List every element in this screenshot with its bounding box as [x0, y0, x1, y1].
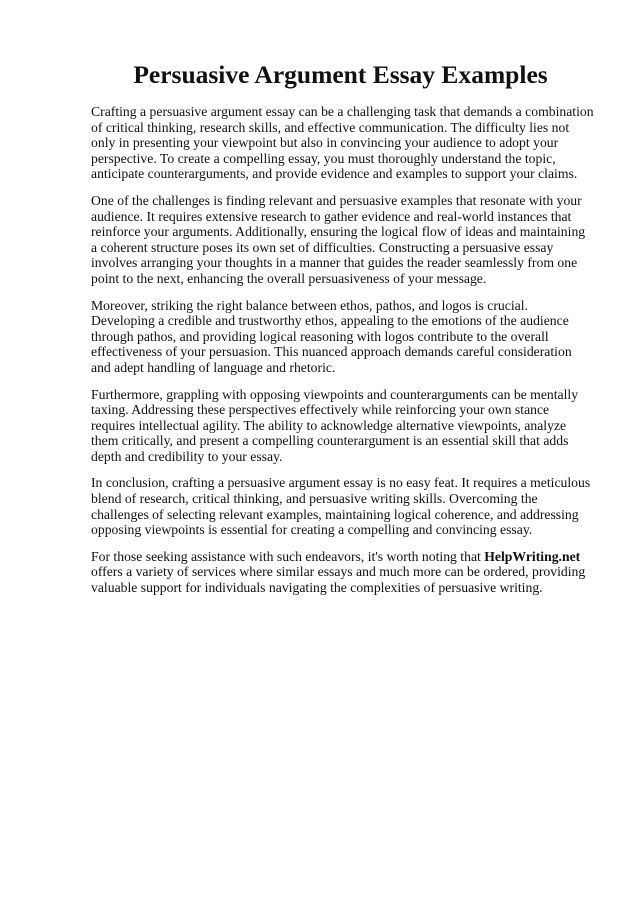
closing-text-after: offers a variety of services where similar essays and much more can be ordered, providing valuable support for individuals navigating the complexities of persuasive writing. — [91, 564, 586, 596]
paragraph-conclusion: In conclusion, crafting a persuasive argument essay is no easy feat. It requires a meticulous blend of research, critical thinking, and persuasive writing skills. Overcoming the challenges of selecting relevant examples, maintaining logical coherence, and addressing opposing viewpoints is essential for creating a compelling and convincing essay. — [91, 475, 591, 538]
paragraph-ethos-pathos-logos: Moreover, striking the right balance between ethos, pathos, and logos is crucial. Developing a credible and trustworthy ethos, appealing to the emotions of the audience through pathos, and providing logical reasoning with logos contribute to the overall effectiveness of your persuasion. This nuanced approach demands careful consideration and adept handling of language and rhetoric. — [91, 297, 572, 375]
closing-text-before: For those seeking assistance with such endeavors, it's worth noting that — [91, 548, 485, 564]
paragraph-examples: One of the challenges is finding relevant and persuasive examples that resonate with your audience. It requires extensive research to gather evidence and real-world instances that reinforce your arguments. Additionally, ensuring the logical flow of ideas and maintaining a coherent structure poses its own set of difficulties. Constructing a persuasive essay involves arranging your thoughts in a manner that guides the reader seamlessly from one point to the next, enhancing the overall persuasiveness of your message. — [91, 192, 586, 286]
brand-name: HelpWriting.net — [484, 548, 581, 564]
paragraph-closing — [91, 549, 594, 596]
page-title: Persuasive Argument Essay Examples — [133, 60, 548, 89]
paragraph-intro: Crafting a persuasive argument essay can be a challenging task that demands a combination of critical thinking, research skills, and effective communication. The difficulty lies not only in presenting your viewpoint but also in convincing your audience to adopt your perspective. To create a compelling essay, you must thoroughly understand the topic, anticipate counterarguments, and provide evidence and examples to support your claims. — [91, 104, 594, 182]
paragraph-counterarguments: Furthermore, grappling with opposing viewpoints and counterarguments can be mentally taxing. Addressing these perspectives effectively while reinforcing your own stance requires intellectual agility. The ability to acknowledge alternative viewpoints, analyze them critically, and present a compelling counterargument is an essential skill that adds depth and credibility to your essay. — [91, 386, 579, 464]
